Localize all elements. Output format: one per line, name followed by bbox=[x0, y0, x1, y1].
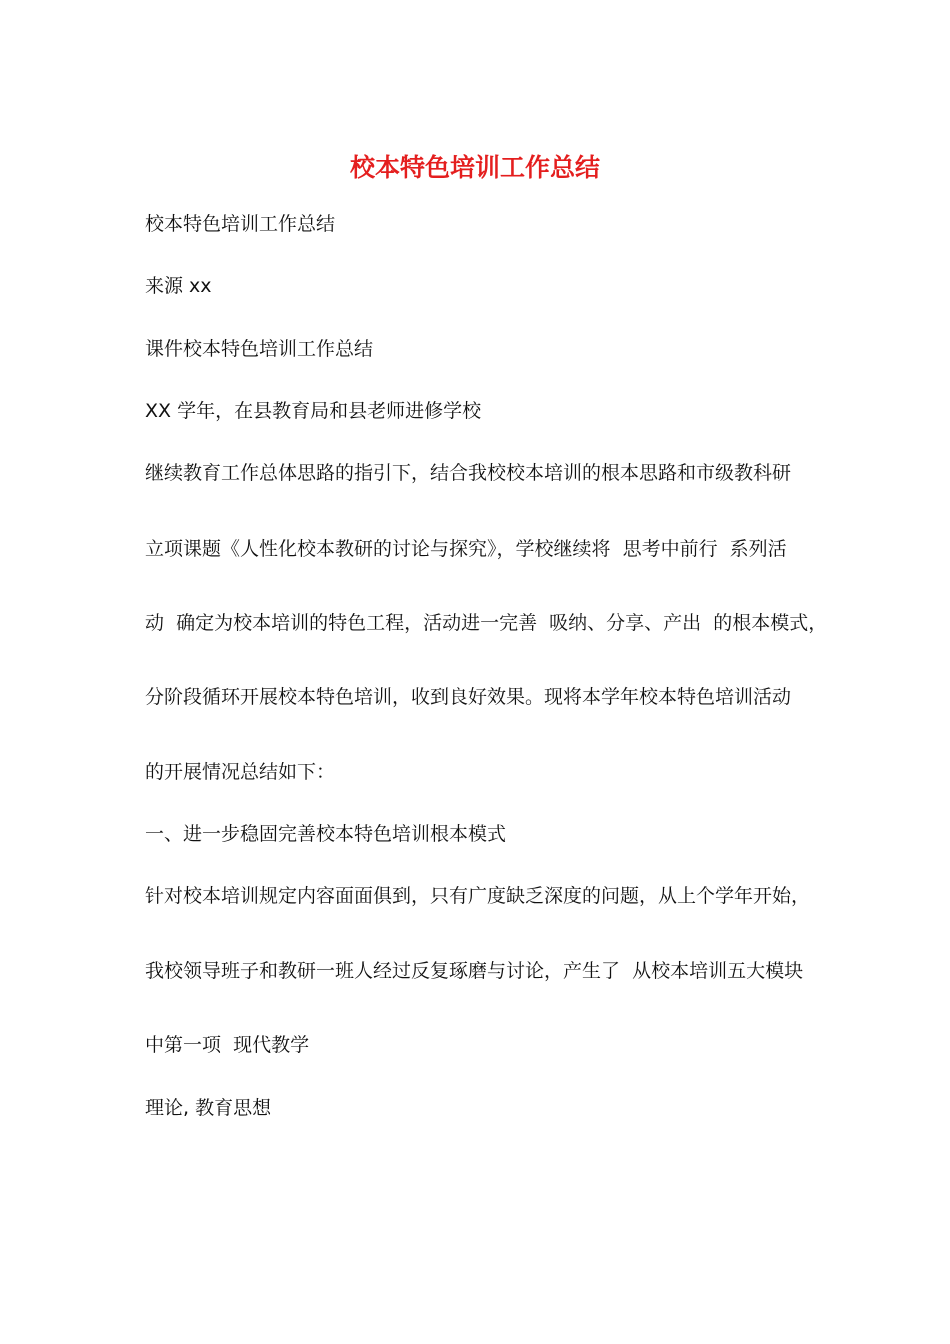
paragraph-line: 针对校本培训规定内容面面俱到，只有广度缺乏深度的问题，从上个学年开始， bbox=[145, 885, 811, 907]
paragraph-line: 立项课题《人性化校本教研的讨论与探究》，学校继续将 思考中前行 系列活 bbox=[145, 538, 787, 560]
paragraph-line: 理论, 教育思想 bbox=[145, 1097, 272, 1119]
paragraph-line: 我校领导班子和教研一班人经过反复琢磨与讨论，产生了 从校本培训五大模块 bbox=[145, 960, 804, 982]
courseware-line: 课件校本特色培训工作总结 bbox=[145, 338, 374, 360]
paragraph-line: 中第一项 现代教学 bbox=[145, 1034, 310, 1056]
subtitle-line: 校本特色培训工作总结 bbox=[145, 213, 336, 235]
document-title: 校本特色培训工作总结 bbox=[349, 153, 600, 182]
section-heading: 一、进一步稳固完善校本特色培训根本模式 bbox=[145, 823, 507, 845]
paragraph-line: 分阶段循环开展校本特色培训，收到良好效果。现将本学年校本特色培训活动 bbox=[145, 686, 792, 708]
source-line: 来源 xx bbox=[145, 275, 212, 297]
paragraph-line: 的开展情况总结如下： bbox=[145, 761, 336, 783]
paragraph-line: 继续教育工作总体思路的指引下，结合我校校本培训的根本思路和市级教科研 bbox=[145, 462, 792, 484]
paragraph-line: 动 确定为校本培训的特色工程，活动进一完善 吸纳、分享、产出 的根本模式， bbox=[145, 612, 828, 634]
paragraph-line: XX 学年，在县教育局和县老师进修学校 bbox=[145, 400, 482, 422]
